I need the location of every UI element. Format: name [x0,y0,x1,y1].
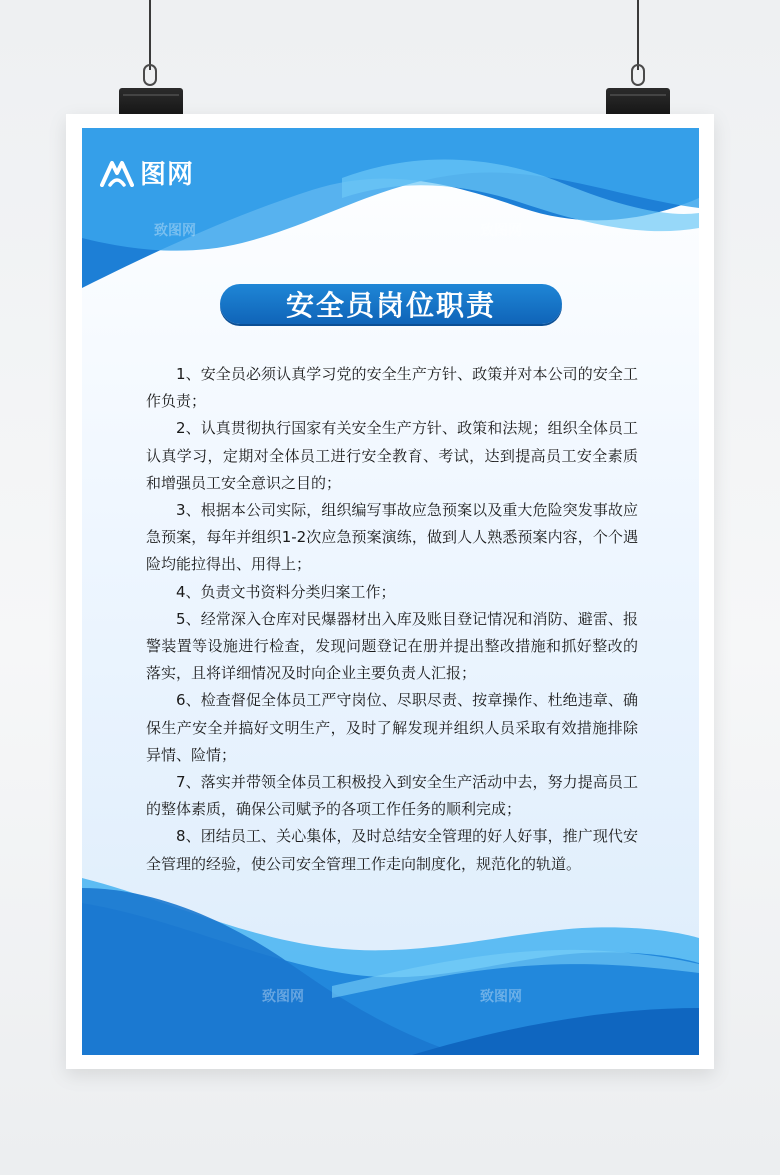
duty-item: 7、落实并带领全体员工积极投入到安全生产活动中去，努力提高员工的整体素质，确保公司赋予的各项工作任务的顺利完成； [146,773,638,819]
poster [66,114,714,1069]
brand-logo [100,154,194,191]
duty-item: 6、检查督促全体员工严守岗位、尽职尽责、按章操作、杜绝违章、确保生产安全并搞好文明生产，及时了解发现并组织人员采取有效措施排除异情、险情； [146,691,638,764]
duty-item: 5、经常深入仓库对民爆器材出入库及账目登记情况和消防、避雷、报警装置等设施进行检查，发现问题登记在册并提出整改措施和抓好整改的落实，且将详细情况及时向企业主要负责人汇报； [146,609,638,683]
duty-list [146,361,638,878]
poster-title: 安全员岗位职责 [285,289,496,322]
duty-item: 1、安全员必须认真学习党的安全生产方针、政策并对本公司的安全工作负责； [146,365,638,411]
title-banner [220,284,562,324]
poster-canvas [82,128,699,1055]
duty-item: 4、负责文书资料分类归案工作； [176,582,396,601]
watermark: 致图网 [154,223,196,239]
clip-ring-left [143,64,157,86]
clip-ring-right [631,64,645,86]
logo-text: 图网 [140,160,195,190]
duty-item: 2、认真贯彻执行国家有关安全生产方针、政策和法规；组织全体员工认真学习，定期对全体员工进行安全教育、考试，达到提高员工安全素质和增强员工安全意识之目的； [146,419,638,492]
mountain-logo-icon [100,159,134,187]
watermark: 致图网 [480,223,522,239]
hanging-wire-right [637,0,639,70]
watermark: 致图网 [480,989,522,1005]
watermark: 致图网 [262,989,304,1005]
duty-item: 8、团结员工、关心集体，及时总结安全管理的好人好事，推广现代安全管理的经验，使公司安全管理工作走向制度化，规范化的轨道。 [146,827,638,873]
hanging-wire-left [149,0,151,70]
duty-item: 3、根据本公司实际，组织编写事故应急预案以及重大危险突发事故应急预案，每年并组织1-2次应急预案演练，做到人人熟悉预案内容，个个遇险均能拉得出、用得上； [146,501,638,574]
